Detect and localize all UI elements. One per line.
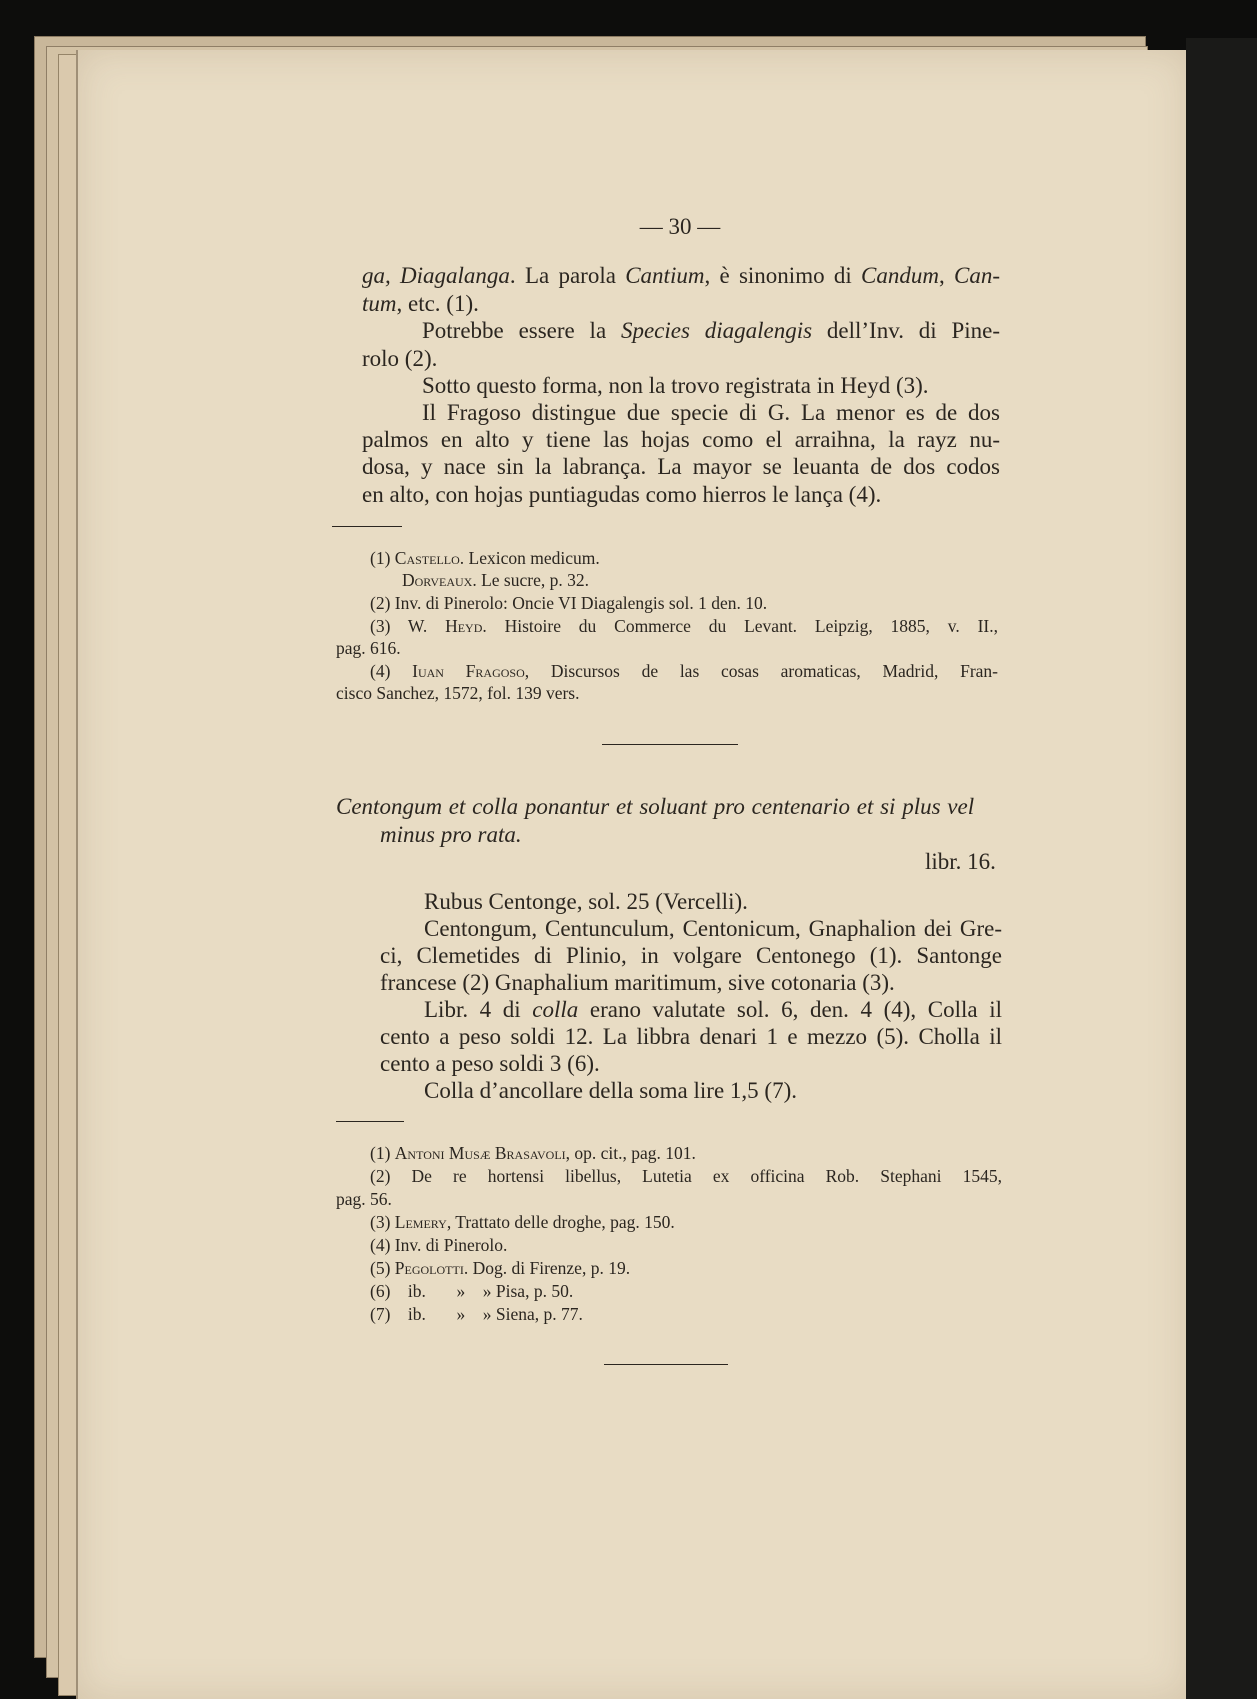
section2-footnote-7 [370, 1280, 573, 1303]
text-run: cisco Sanchez, 1572, fol. 139 vers. [336, 683, 580, 703]
text-run: , Discursos de las cosas aromaticas, Madrid, Fran- [524, 661, 998, 681]
text-run: , Trattato delle droghe, pag. 150. [446, 1212, 675, 1232]
section1-footnote-7 [336, 682, 579, 705]
section1-footnote-2 [402, 569, 589, 592]
section2-footnote-8 [370, 1303, 583, 1326]
section-divider-2 [604, 1364, 728, 1365]
section2-line-3 [380, 942, 1002, 969]
section1-footnote-3 [370, 592, 767, 615]
text-run: (4) Inv. di Pinerolo. [370, 1235, 508, 1255]
book-page [76, 50, 1188, 1699]
text-run: Rubus Centonge, sol. 25 (Vercelli). [424, 889, 748, 914]
italic-text: Cantium [625, 263, 705, 288]
text-run: , è sinonimo di [704, 263, 862, 288]
small-caps-name: Dorveaux [402, 570, 473, 590]
section1-line-2 [362, 290, 479, 317]
italic-text: Candum [861, 263, 939, 288]
text-run: (3) [370, 1212, 395, 1232]
section2-line-8 [424, 1077, 797, 1104]
small-caps-name: Castello [394, 548, 460, 568]
entry-heading-line-2: minus pro rata. [380, 822, 522, 847]
section1-line-8 [362, 453, 1000, 480]
section1-footnote-6 [370, 660, 998, 683]
small-caps-name: Lemery [394, 1212, 447, 1232]
section2-line-7 [380, 1050, 600, 1077]
text-run: dell’Inv. di Pine- [812, 318, 1000, 343]
text-run: francese (2) Gnaphalium maritimum, sive cotonaria (3). [380, 970, 895, 995]
text-run: Centongum, Centunculum, Centonicum, Gnaphalion dei Gre- [424, 916, 1002, 941]
scan-background-strip [1186, 38, 1257, 1699]
footnote-rule-1 [332, 526, 402, 527]
section1-footnote-5 [336, 637, 401, 660]
section1-line-5 [422, 372, 929, 399]
section1-footnote-4 [370, 615, 998, 638]
text-run: Colla d’ancollare della soma lire 1,5 (7). [424, 1078, 797, 1103]
text-run: (2) Inv. di Pinerolo: Oncie VI Diagalengis sol. 1 den. 10. [370, 593, 768, 613]
text-run: . Dog. di Firenze, p. 19. [463, 1258, 631, 1278]
small-caps-name: Iuan Fragoso [412, 661, 525, 681]
section1-line-6 [422, 399, 1000, 426]
text-run: dosa, y nace sin la labrança. La mayor se leuanta de dos codos [362, 454, 1000, 479]
section1-line-9 [362, 481, 881, 508]
text-run: . Histoire du Commerce du Levant. Leipzig, 1885, v. II., [482, 616, 999, 636]
text-run: rolo (2). [362, 346, 438, 371]
entry-price: libr. 16. [925, 849, 996, 874]
text-run: cento a peso soldi 12. La libbra denari 1 e mezzo (5). Cholla il [380, 1024, 1002, 1049]
section2-line-5 [424, 996, 1002, 1023]
section-divider-1 [602, 744, 738, 745]
text-run: pag. 616. [336, 638, 401, 658]
section2-footnote-2 [370, 1165, 1002, 1188]
section2-footnote-1 [370, 1142, 696, 1165]
text-run: (1) [370, 1143, 395, 1163]
section1-line-1 [362, 262, 1000, 289]
footnote-rule-2 [336, 1121, 404, 1122]
section1-line-7 [362, 426, 1000, 453]
text-run: . Lexicon medicum. [459, 548, 600, 568]
text-run: , etc. (1). [396, 291, 479, 316]
text-run: , op. cit., pag. 101. [565, 1143, 696, 1163]
section2-footnote-6 [370, 1257, 630, 1280]
text-run: en alto, con hojas puntiagudas como hierros le lança (4). [362, 482, 882, 507]
text-run: cento a peso soldi 3 (6). [380, 1051, 600, 1076]
text-run: Potrebbe essere la [422, 318, 621, 343]
italic-text: ga, Diagalanga [362, 263, 510, 288]
italic-text: Species diagalengis [620, 318, 813, 343]
text-run: (3) W. [370, 616, 446, 636]
section2-footnote-4 [370, 1211, 675, 1234]
text-run: (7) ib. » » Siena, p. 77. [370, 1304, 583, 1324]
italic-text: Can- [954, 263, 1000, 288]
text-run: Il Fragoso distingue due specie di G. La menor es de dos [422, 400, 1000, 425]
text-run: (6) ib. » » Pisa, p. 50. [370, 1281, 574, 1301]
text-run: . Le sucre, p. 32. [472, 570, 589, 590]
section2-line-4 [380, 969, 895, 996]
text-run: Libr. 4 di [424, 997, 533, 1022]
small-caps-name: Heyd [445, 616, 483, 636]
small-caps-name: Antoni Musæ Brasavoli [394, 1143, 566, 1163]
text-run: (4) [370, 661, 413, 681]
section1-footnote-1 [370, 547, 600, 570]
section2-line-2 [424, 915, 1002, 942]
section2-footnote-3 [336, 1188, 392, 1211]
section2-footnote-5 [370, 1234, 507, 1257]
text-run: (1) [370, 548, 395, 568]
text-run: (5) [370, 1258, 395, 1278]
text-run: ci, Clemetides di Plinio, in volgare Centonego (1). Santonge [380, 943, 1002, 968]
text-run: pag. 56. [336, 1189, 392, 1209]
text-run: , [938, 263, 954, 288]
italic-text: tum [362, 291, 397, 316]
small-caps-name: Pegolotti [394, 1258, 464, 1278]
section2-line-1 [424, 888, 748, 915]
section1-line-4 [362, 345, 437, 372]
section1-line-3 [422, 317, 1000, 344]
text-run: palmos en alto y tiene las hojas como el arraihna, la rayz nu- [362, 427, 1000, 452]
page-number: — 30 — [639, 214, 721, 239]
section2-line-6 [380, 1023, 1002, 1050]
text-run: . La parola [509, 263, 626, 288]
text-run: erano valutate sol. 6, den. 4 (4), Colla il [578, 997, 1002, 1022]
text-run: Sotto questo forma, non la trovo registrata in Heyd (3). [422, 373, 929, 398]
text-run: (2) De re hortensi libellus, Lutetia ex officina Rob. Stephani 1545, [370, 1166, 1002, 1186]
entry-heading-line-1: Centongum et colla ponantur et soluant pro centenario et si plus vel [336, 794, 975, 819]
italic-text: colla [532, 997, 579, 1022]
